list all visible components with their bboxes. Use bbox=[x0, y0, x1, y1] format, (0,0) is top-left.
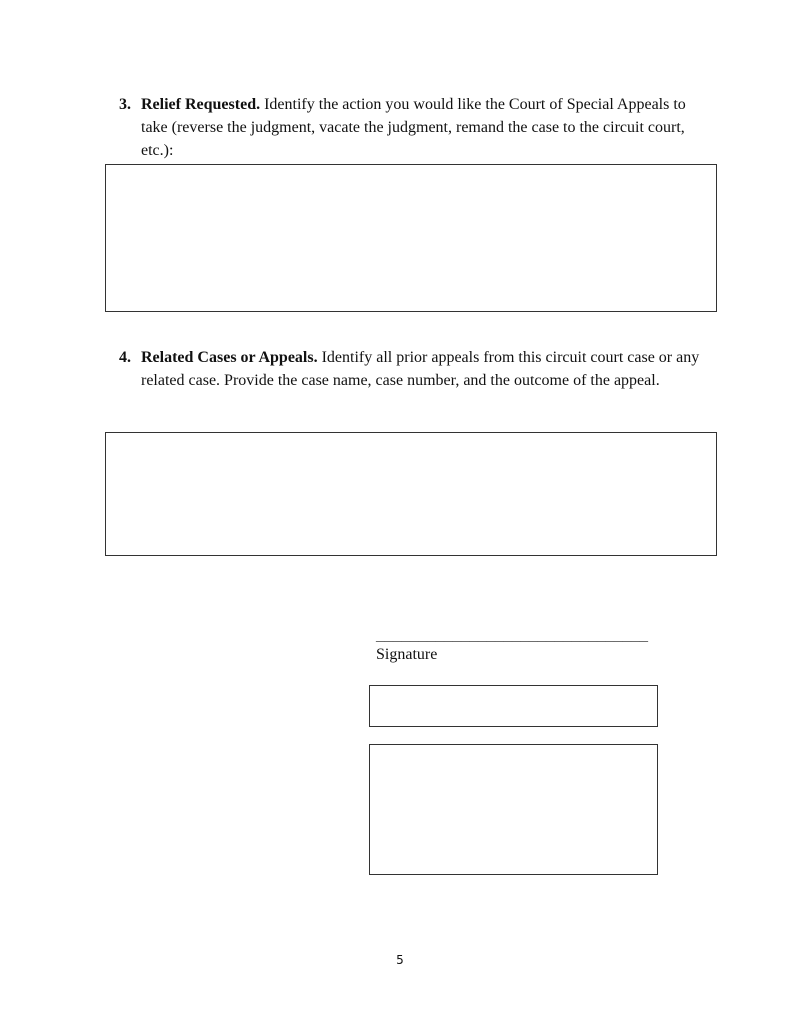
item-heading: Related Cases or Appeals. bbox=[141, 349, 318, 366]
related-cases-field[interactable] bbox=[105, 432, 717, 556]
item-relief-requested bbox=[119, 93, 709, 162]
name-field[interactable] bbox=[369, 685, 658, 727]
address-field[interactable] bbox=[369, 744, 658, 875]
signature-line[interactable]: ________________________________ bbox=[376, 625, 648, 644]
signature-label: Signature bbox=[376, 646, 438, 663]
item-number: 3. bbox=[119, 96, 131, 113]
item-heading: Relief Requested. bbox=[141, 96, 261, 113]
page-number: 5 bbox=[396, 953, 404, 967]
item-number: 4. bbox=[119, 349, 131, 366]
item-text: Identify all prior appeals from this circuit court case or any related case. Provide the case name, case number, and the outcome of the appeal. bbox=[141, 349, 700, 389]
relief-requested-field[interactable] bbox=[105, 164, 717, 312]
item-related-cases bbox=[119, 346, 709, 392]
item-text: Identify the action you would like the Court of Special Appeals to take (reverse the judgment, vacate the judgment, remand the case to the circuit court, etc.): bbox=[141, 96, 686, 159]
